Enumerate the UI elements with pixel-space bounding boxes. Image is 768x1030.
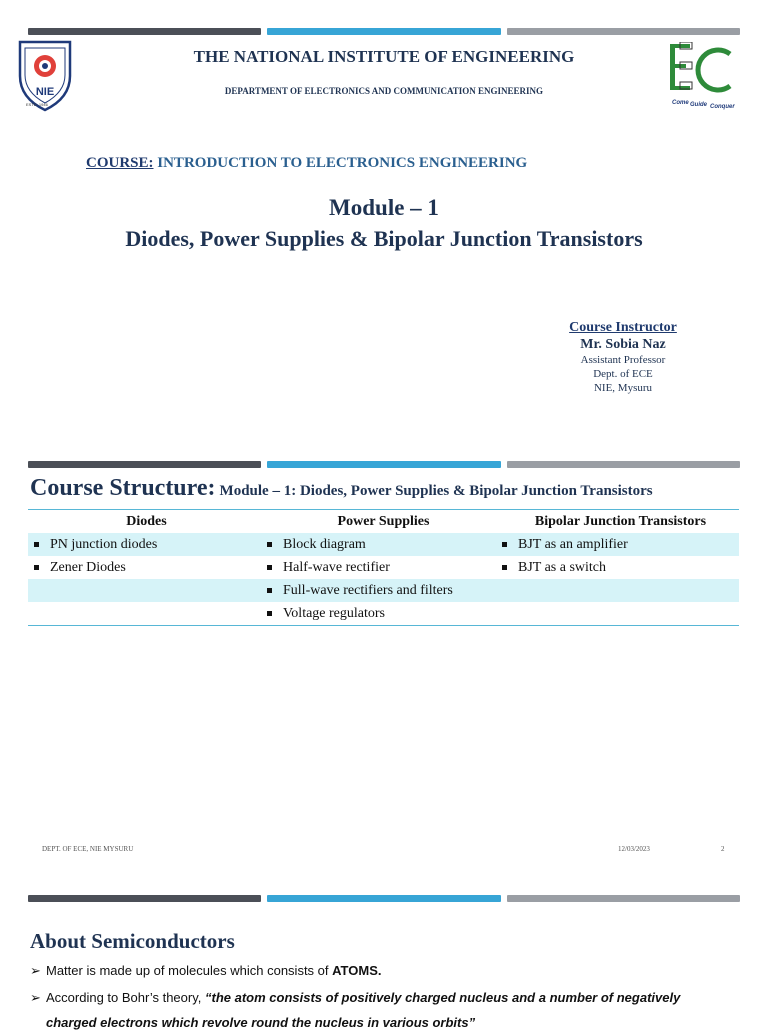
table-cell: Voltage regulators bbox=[283, 605, 385, 621]
module-title: Diodes, Power Supplies & Bipolar Junction Transistors bbox=[125, 226, 643, 251]
about-semiconductors-title: About Semiconductors bbox=[30, 929, 235, 953]
instructor-name: Mr. Sobia Naz bbox=[580, 337, 666, 352]
table-cell: Block diagram bbox=[283, 536, 366, 552]
slide3-divider-bar bbox=[28, 895, 740, 902]
bullet-icon bbox=[267, 565, 272, 570]
table-row bbox=[28, 602, 739, 626]
course-line bbox=[86, 155, 527, 172]
instructor-role: Assistant Professor bbox=[580, 354, 666, 366]
course-structure-table bbox=[28, 509, 739, 626]
bullet-bohr-theory: ➢ According to Bohr’s theory, “the atom consists of positively charged nucleus and a number of negatively bbox=[30, 990, 681, 1005]
bullet-icon bbox=[34, 542, 39, 547]
table-row bbox=[28, 533, 739, 556]
slide2-divider-bar bbox=[28, 461, 740, 468]
table-row bbox=[28, 579, 739, 602]
module-number: Module – 1 bbox=[329, 195, 439, 220]
bullet-icon bbox=[502, 565, 507, 570]
table-cell: Full-wave rectifiers and filters bbox=[283, 582, 453, 598]
footer-page-number: 2 bbox=[721, 845, 725, 853]
nie-logo-text: NIE bbox=[35, 86, 55, 98]
instructor-heading: Course Instructor bbox=[569, 320, 677, 335]
course-structure-heading: Course Structure: bbox=[30, 475, 216, 501]
institute-name: THE NATIONAL INSTITUTE OF ENGINEERING bbox=[193, 47, 575, 66]
bullet-icon bbox=[502, 542, 507, 547]
course-label: COURSE: bbox=[86, 155, 154, 171]
column-header-power-supplies: Power Supplies bbox=[337, 514, 430, 529]
motto-conquer: Conquer bbox=[710, 104, 735, 110]
table-header bbox=[28, 509, 739, 533]
table-cell: Zener Diodes bbox=[50, 559, 126, 575]
department-name: DEPARTMENT OF ELECTRONICS AND COMMUNICATION ENGINEERING bbox=[224, 86, 544, 96]
top-divider-bar bbox=[28, 28, 740, 35]
course-structure-title bbox=[30, 475, 653, 502]
nie-logo-estd: ESTD: 1946 bbox=[26, 102, 48, 107]
instructor-block bbox=[540, 320, 706, 395]
course-structure-subtitle: Module – 1: Diodes, Power Supplies & Bipolar Junction Transistors bbox=[219, 483, 653, 499]
table-cell: PN junction diodes bbox=[50, 536, 158, 552]
table-row bbox=[28, 556, 739, 579]
arrow-bullet-icon: ➢ bbox=[30, 963, 41, 978]
bullet-icon bbox=[34, 565, 39, 570]
table-cell: BJT as an amplifier bbox=[518, 536, 628, 552]
instructor-place: NIE, Mysuru bbox=[593, 382, 653, 394]
course-name: INTRODUCTION TO ELECTRONICS ENGINEERING bbox=[157, 155, 528, 171]
bullet-bohr-theory-continued: charged electrons which revolve round the nucleus in various orbits” bbox=[46, 1015, 476, 1030]
bullet-icon bbox=[267, 542, 272, 547]
bullet-icon bbox=[267, 588, 272, 593]
column-header-diodes: Diodes bbox=[126, 514, 167, 529]
bullet-atoms: ➢ Matter is made up of molecules which consists of ATOMS. bbox=[30, 963, 382, 978]
motto-come: Come bbox=[672, 100, 689, 106]
arrow-bullet-icon: ➢ bbox=[30, 990, 41, 1005]
footer-date: 12/03/2023 bbox=[618, 845, 650, 853]
ec-logo bbox=[668, 42, 736, 110]
footer-dept: DEPT. OF ECE, NIE MYSURU bbox=[42, 845, 134, 853]
motto-guide: Guide bbox=[690, 102, 708, 108]
table-cell: BJT as a switch bbox=[518, 559, 607, 575]
table-cell: Half-wave rectifier bbox=[283, 559, 390, 575]
instructor-dept: Dept. of ECE bbox=[593, 368, 653, 380]
bullet-icon bbox=[267, 611, 272, 616]
column-header-bjt: Bipolar Junction Transistors bbox=[534, 514, 707, 529]
